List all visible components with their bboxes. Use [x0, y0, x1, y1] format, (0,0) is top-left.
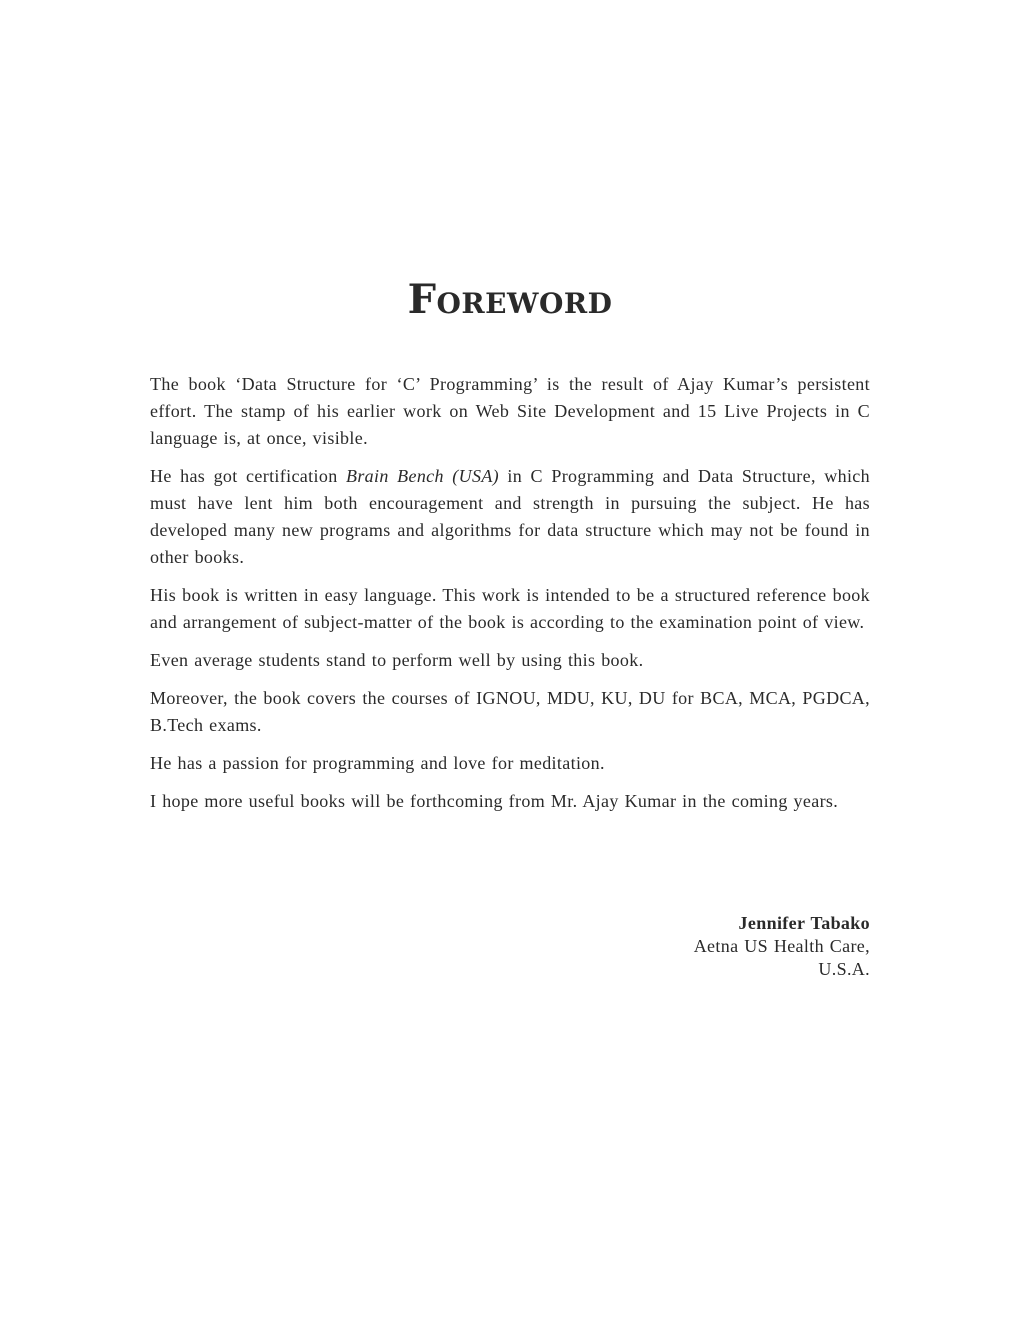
signature-block: [450, 912, 870, 981]
paragraph-4: Even average students stand to perform well by using this book.: [150, 650, 644, 670]
page-title: Foreword: [407, 276, 613, 323]
paragraph-2-lead: He has got certification: [150, 466, 346, 486]
foreword-body: [150, 371, 870, 826]
paragraph-3: His book is written in easy language. This work is intended to be a structured reference book and arrangement of subject-matter of the book is according to the examination point of view.: [150, 585, 870, 632]
signature-organization: Aetna US Health Care,: [693, 936, 870, 956]
certification-name: Brain Bench (USA): [345, 466, 500, 486]
signature-country: U.S.A.: [818, 959, 870, 979]
paragraph-5: Moreover, the book covers the courses of IGNOU, MDU, KU, DU for BCA, MCA, PGDCA, B.Tech exams.: [150, 688, 870, 735]
paragraph-7: I hope more useful books will be forthcoming from Mr. Ajay Kumar in the coming years.: [150, 791, 839, 811]
paragraph-6: He has a passion for programming and love for meditation.: [150, 753, 605, 773]
paragraph-2: [150, 463, 870, 571]
paragraph-1: The book ‘Data Structure for ‘C’ Programming’ is the result of Ajay Kumar’s persistent effort. The stamp of his earlier work on Web Site Development and 15 Live Projects in C language is, at once, visible.: [150, 374, 870, 448]
signature-name: Jennifer Tabako: [738, 913, 870, 933]
paragraph-2-rest: in C Programming and Data Structure, which must have lent him both encouragement and strength in pursuing the subject. He has developed many new programs and algorithms for data structure which may not be found in other books.: [150, 466, 870, 567]
